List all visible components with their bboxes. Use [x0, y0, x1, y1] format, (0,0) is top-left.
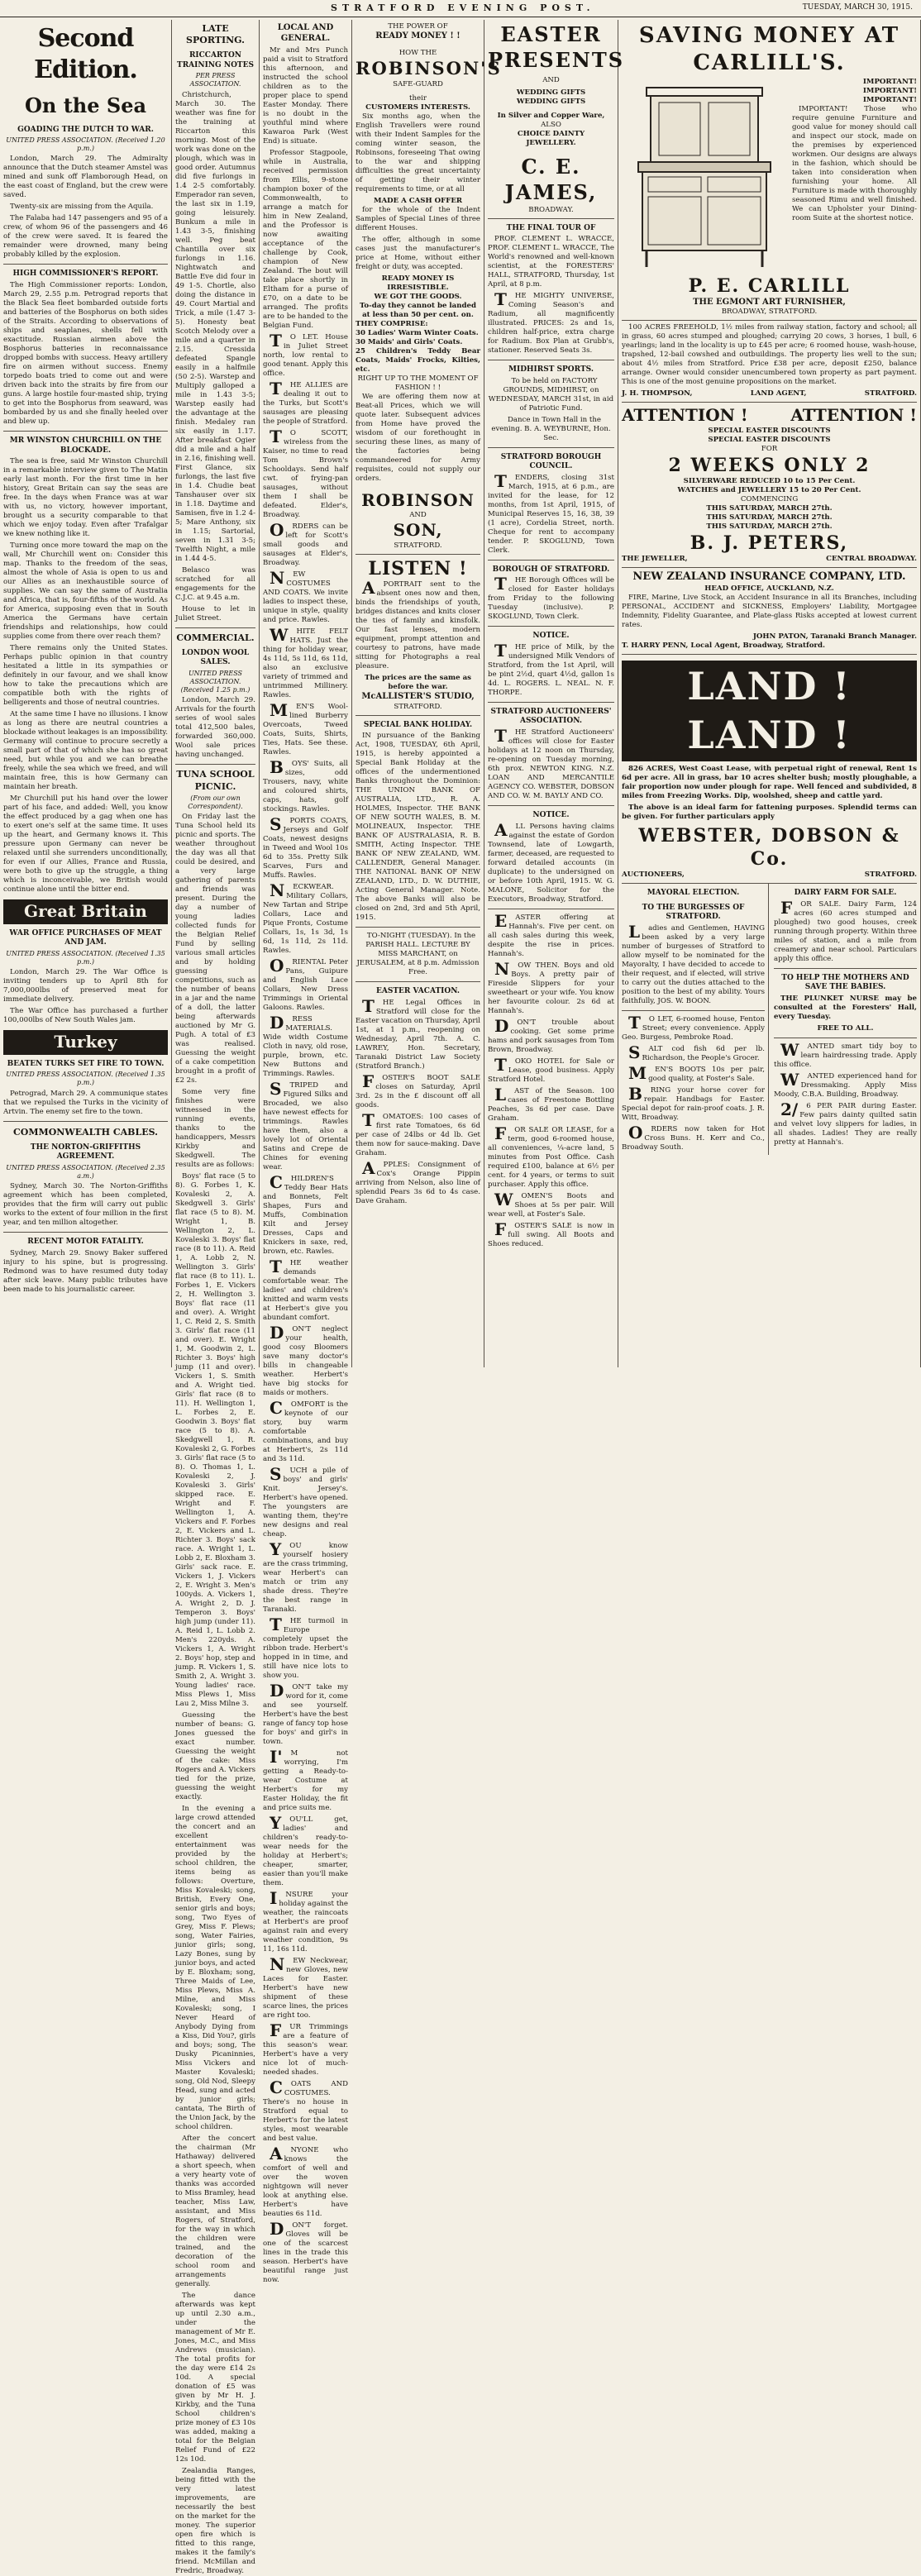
local-paragraph: YOU know yourself hosiery are the crass trimming, wear Herbert's can match or trim any shade dress. They're the best range in Taranaki.: [263, 1538, 348, 1614]
tuna-paragraph: After the concert the chairman (Mr Hathaway) delivered a short speech, when a very hearty vote of thanks was accorded to Miss Bramley, head teacher, Miss Law, assistant, and Miss Rogers, of Stratford, for the way in which the children were trained, and the decoration of the school room and arrangements generally.: [175, 2135, 255, 2289]
robinson-ready: READY MONEY IS IRRESISTIBLE.: [381, 274, 455, 292]
james-broadway: BROADWAY.: [528, 205, 574, 214]
robinson-made: MADE A CASH OFFER: [373, 196, 463, 205]
col6-right-sub: [774, 884, 917, 1155]
local-paragraph: COATS AND COSTUMES. There's no house in Stratford equal to Herbert's for the latest styles, most wearable and best value.: [263, 2077, 348, 2143]
sea-paragraph: London, March 29. The Admiralty announce that the Dutch steamer Amstel was mined and sunk off Flamborough Head, on the east coast of England, but the crew were saved.: [3, 155, 168, 200]
robinson-comprise: THEY COMPRISE:: [356, 319, 428, 328]
james-and: AND: [542, 76, 560, 85]
churchill-paragraph: Mr Churchill put his hand over the lower part of his face, and added: Well, you know the effect produced by a gag when one has to exert one's self at the same time. It uses up the heart, and Germany knows it. This pressure upon Germany can never be relaxed until she surrenders unconditionally, for even if our Allies, France and Russia, were both to give up the struggle, a thing which is inconceivable, we British would continue alone until the bitter end.: [3, 794, 168, 894]
easter-title: EASTER: [500, 22, 602, 46]
local-paragraph: Mr and Mrs Punch paid a visit to Stratford this afternoon, and instructed the school children as to the proper place to spend Easter Monday. There is no doubt in the youthful mind where Kawaroa Park (West End) is situate.: [263, 45, 348, 145]
classified-paragraph: NOW THEN. Boys and old Boys. A pretty pair of Fireside Slippers for your sweetheart or your wife. You know her favourite colour. 2s 6d at Hannah's.: [488, 958, 614, 1015]
webster-ad: [622, 655, 917, 884]
mcallister-paragraph: APORTRAIT sent to the absent ones now and then, binds the friendships of youth, bridges distances and knits closer the ties of family and kinsfolk. Our fast lenses, modern equipment, prompt attention and courtesy to patrons, have made sitting for Photographs a real pleasure.: [356, 578, 480, 671]
watches-line: WATCHES and JEWELLERY 15 to 20 Per Cent.: [677, 486, 861, 495]
insurance-ad: [622, 568, 917, 655]
classified-paragraph: TOMATOES: 100 cases of first rate Tomatoes, 6s 6d per case of 24lbs or 4d lb. Get them now for sauce-making. Dave Graham.: [356, 1109, 480, 1157]
motor-paragraph: Sydney, March 29. Snowy Baker suffered injury to his spine, but is progressing. Redmond was to have resumed duty today after sick leave. Many public tributes have been made to his journalistic career.: [3, 1248, 168, 1294]
robinsons-title: ROBINSON'S: [356, 57, 502, 79]
robinson-paragraph: Six months ago, when the English Travellers were round with their Indent Samples for the coming winter season, the Robinsons, foreseeing That owing to the war and shipping difficulties the great uncertainty of getting their winter requirements to time, or at all: [356, 112, 480, 193]
classified-paragraph: FOR SALE OR LEASE, for a term, good 6-roomed house, all conveniences, ¼-acre land, 5 minutes from Post Office. Cash required £100, balance at 6½ per cent. for 4 years, or terms to suit purchaser. Apply this office.: [488, 1123, 614, 1189]
robinson-wegot: WE GOT THE GOODS.: [374, 292, 462, 301]
issue-date: TUESDAY, MARCH 30, 1915.: [802, 3, 913, 12]
final-tour-heading: THE FINAL TOUR OF: [506, 223, 596, 232]
local-paragraph: DRESS MATERIALS. Wide width Costume Cloth in navy, old rose, purple, brown, etc. New Buttons and Trimmings. Rawles.: [263, 1012, 348, 1078]
plunket-free: FREE TO ALL.: [817, 1023, 874, 1033]
thompson-city: STRATFORD.: [864, 389, 917, 398]
local-paragraph: FUR Trimmings are a feature of this season's wear. Herbert's have a very nice lot of much-needed shades.: [263, 2020, 348, 2077]
churchill-heading: MR WINSTON CHURCHILL ON THE BLOCKADE.: [9, 436, 162, 455]
attention-title: ATTENTION !: [622, 405, 748, 426]
classified-paragraph: EASTER offering at Hannah's. Five per cent. on all cash sales during this week, despite the rise in prices. Hannah's.: [488, 910, 614, 958]
james-choice: CHOICE DAINTY: [517, 130, 585, 139]
james-silver: In Silver and Copper Ware,: [497, 112, 605, 121]
col6-left-sub: [622, 884, 769, 1155]
robinson-right: RIGHT UP TO THE MOMENT OF FASHION ! !: [357, 374, 479, 392]
classified-paragraph: WANTED experienced hand for Dressmaking. Apply Miss Moody, C.B.A. Building, Broadway.: [774, 1069, 917, 1099]
local-paragraph: TO SCOTT, wireless from the Kaiser, no time to read Tom Brown's Schooldays. Send half cwt. of frying-pan sausages, without them I shall be defeated. Elder's, Broadway.: [263, 426, 348, 519]
classified-paragraph: TO LET, 6-roomed house, Fenton Street; every convenience. Apply Geo. Burgess, Pembroke Road.: [622, 1012, 765, 1042]
turkey-subheading: BEATEN TURKS SET FIRE TO TOWN.: [7, 1059, 165, 1068]
local-paragraph: YOU'LL get, ladies' and children's ready-to-wear needs for the holiday at Herbert's; cheaper, smarter, easier than you'll make them.: [263, 1812, 348, 1887]
important-label: IMPORTANT!: [862, 95, 917, 104]
robinson-today: To-day they cannot be landed at less than 50 per cent. on.: [360, 301, 476, 319]
saving-title: SAVING MONEY AT: [638, 23, 900, 48]
robinson-safeguard: SAFE-GUARD: [393, 79, 443, 88]
lecture-paragraph: TO-NIGHT (TUESDAY). In the PARISH HALL. LECTURE BY MISS MARCHANT, on JERUSALEM, at 8 p.m. Admission Free.: [356, 932, 480, 977]
thompson-name: J. H. THOMPSON,: [622, 389, 693, 398]
column-4: [352, 20, 502, 1367]
mayor-paragraph: Ladies and Gentlemen, HAVING been asked by a very large number of burgesses of Stratford to allow myself to be nominated for the Mayoralty, I have decided to accede to their request, and if elected, will strive to carry out the duties attached to the position to the best of my ability. Yours faithfully, JOS. W. BOON.: [622, 921, 765, 1005]
final-tour-paragraph: THE MIGHTY UNIVERSE, Coming Season's and Radium, all magnificently illustrated. PRICES: 2s and 1s, children half-price, extra charge for Radium. Box Plan at Grubb's, stationer. Reserved Seats 3s.: [488, 289, 614, 355]
tuna-paragraph: The dance afterwards was kept up until 2.30 a.m., under the management of Mr E. Jones, M.C., and Miss Andrews (musician). The total profits for the day were £14 2s 10d. A special donation of £5 was given by Mr H. J. Kirkby, and the Tuna School children's prize money of £3 10s was added, making a total for the Belgian Relief Fund of £22 12s 10d.: [175, 2292, 255, 2464]
local-paragraph: MEN'S Wool-lined Burberry Overcoats, Tweed Coats, Suits, Shirts, Ties, Hats. See these. Rawles.: [263, 699, 348, 756]
robinson-paragraph: We are offering them now at Beat-all Prices, which we will quote later. Subsequent advices from Home have proved the wisdom of our forethought in securing these lines, as many of the factories being commandeered for Army requisites, could not supply our orders.: [356, 392, 480, 483]
classified-paragraph: ORDERS now taken for Hot Cross Buns. H. Kerr and Co., Broadway South.: [622, 1122, 765, 1152]
tuna-paragraph: Guessing the number of beans: G. Jones guessed the exact number. Guessing the weight of the cake: Miss Rogers and A. Vickers tied for the prize, guessing the weight exactly.: [175, 1711, 255, 1802]
james-name: C. E. JAMES,: [504, 155, 598, 205]
classified-paragraph: WOMEN'S Boots and Shoes at 5s per pair. Will wear well, at Foster's Sale.: [488, 1189, 614, 1219]
notice-heading: NOTICE.: [532, 632, 570, 641]
commonwealth-subheading: THE NORTON-GRIFFITHS AGREEMENT.: [30, 1143, 141, 1162]
robinson-stratford: STRATFORD.: [394, 541, 442, 550]
commonwealth-byline: UNITED PRESS ASSOCIATION. (Received 2.35 a.m.): [6, 1163, 165, 1181]
local-paragraph: COMFORT is the keynote of our story, buy warm comfortable combinations, and buy at Herbert's, 2s 11d and 3s 11d.: [263, 1397, 348, 1463]
motor-heading: RECENT MOTOR FATALITY.: [27, 1238, 144, 1247]
bank-holiday-heading: SPECIAL BANK HOLIDAY.: [363, 720, 473, 729]
robinson-customers: CUSTOMERS INTERESTS.: [365, 103, 470, 112]
robinson-list-item: 30 Maids' and Girls' Coats.: [356, 337, 463, 346]
sporting-byline: PER PRESS ASSOCIATION.: [189, 72, 241, 88]
important-label: IMPORTANT!: [862, 77, 917, 86]
commercial-subheading: LONDON WOOL SALES.: [181, 648, 250, 667]
sea-byline: UNITED PRESS ASSOCIATION. (Received 1.20 p.m.): [6, 136, 165, 153]
sea-heading: On the Sea: [24, 93, 147, 117]
gb-paragraph: The War Office has purchased a further 100,000lbs of New South Wales jam.: [3, 1007, 168, 1025]
peters-for: FOR: [761, 445, 778, 454]
insurance-penn: T. HARRY PENN, Local Agent, Broadway, Stratford.: [622, 642, 825, 651]
sporting-paragraph: Belasco was scratched for all engagements for the C.J.C. at 9.45 a.m.: [175, 565, 255, 602]
carlill-ad: [622, 20, 917, 321]
notice2-paragraph: ALL Persons having claims against the estate of Gordon Townsend, late of Lowgarth, farmer, deceased, are requested to forward detailed accounts (in duplicate) to the undersigned on or before 10th April, 1915. W. G. MALONE, Solicitor for the Executors, Broadway, Stratford.: [488, 819, 614, 904]
special-discounts: SPECIAL EASTER DISCOUNTS: [708, 436, 831, 445]
commonwealth-paragraph: Sydney, March 30. The Norton-Griffiths agreement which has been completed, provides that the firm will carry out public works to the extent of four million in the first year, and ten million altogether.: [3, 1182, 168, 1228]
special-discounts: SPECIAL EASTER DISCOUNTS: [708, 427, 831, 436]
local-paragraph: THE weather demands comfortable wear. The ladies' and children's knitted and warm vests at Herbert's give you abundant comfort.: [263, 1256, 348, 1322]
commonwealth-heading: COMMONWEALTH CABLES.: [13, 1126, 158, 1138]
local-paragraph: TO LET. House in Juliet Street north, low rental to good tenant. Apply this office.: [263, 330, 348, 378]
local-paragraph: NEW Neckwear, new Gloves, new Laces for Easter. Herbert's have new shipment of these scarce lines, the prices are right too.: [263, 1953, 348, 2020]
local-paragraph: ANYONE who knows the comfort of well and over the woven nightgown will never look at anything else. Herbert's have beauties 6s 11d.: [263, 2143, 348, 2218]
tuna-heading: TUNA SCHOOL PICNIC.: [176, 769, 255, 792]
local-paragraph: NEW COSTUMES AND COATS. We invite ladies to inspect these, unique in style, quality and price. Rawles.: [263, 567, 348, 624]
local-paragraph: THE ALLIES are dealing it out to the Turks, but Scott's sausages are pleasing the people of Stratford.: [263, 378, 348, 426]
hc-heading: HIGH COMMISSIONER'S REPORT.: [12, 270, 159, 279]
column-1: [0, 20, 172, 1367]
gb-subheading: WAR OFFICE PURCHASES OF MEAT AND JAM.: [9, 928, 162, 947]
final-tour-paragraph: PROF. CLEMENT L. WRACCE, PROF. CLEMENT L. WRACCE, The World's renowned and well-known scientist, at the FORESTERS' HALL, STRATFORD, Thursday, 1st April, at 8 p.m.: [488, 235, 614, 289]
robinson-paragraph: for the whole of the Indent Samples of Special Lines of three different Houses.: [356, 205, 480, 232]
land-title: LAND ! LAND !: [622, 661, 917, 761]
important-label: IMPORTANT!: [862, 86, 917, 95]
sideboard-illustration: [622, 81, 787, 271]
robinson-son: SON,: [393, 520, 443, 541]
robinson-ad: [356, 20, 502, 555]
council-heading: STRATFORD BOROUGH COUNCIL.: [500, 452, 602, 471]
local-paragraph: NECKWEAR. Military Collars, New Tartan and Stripe Collars, Lace and Pique Fronts, Costume Collars, 1s, 1s 3d, 1s 6d, 1s 11d, 2s 11d. Rawles.: [263, 880, 348, 955]
presents-title: PRESENTS: [488, 47, 625, 72]
bank-holiday-paragraph: IN pursuance of the Banking Act, 1908, TUESDAY, 6th April, 1915, is hereby appointed a Special Bank Holiday at the offices of the undermentioned Banks throughout the Dominion: THE UNION BANK OF AUSTRALIA, LTD., R. A. HOLMES, Inspector. THE BANK OF NEW SOUTH WALES, B. M. MOLINEAUX, Inspector. THE BANK OF AUSTRALASIA, R. B. SMITH, Acting Inspector. THE BANK OF NEW ZEALAND, WM. CALLENDER, General Manager. THE NATIONAL BANK OF NEW ZEALAND, LTD., D. W. DUTHIE, Acting General Manager. Note. The above Banks will also be closed on 2nd, 3rd and 5th April, 1915.: [356, 732, 480, 923]
local-paragraph: I'M not worrying, I'm getting a Ready-to-wear Costume at Herbert's for my Easter Holiday, the fit and price suits me.: [263, 1746, 348, 1812]
local-paragraph: Professor Stagpoole, while in Australia, received permission from Ellis, 9-stone champion boxer of the Commonwealth, to arrange a match for him in New Zealand, and the Professor is now awaiting acceptance of the challenge by Cook, champion of New Zealand. The bout will take place shortly in Eltham for a purse of £70, on a date to be arranged. The profits are to be handed to the Belgian Fund.: [263, 148, 348, 330]
council-paragraph: TENDERS, closing 31st March, 1915, at 6 p.m., are invited for the lease, for 12 months, from 1st April, 1915, of Municipal Reserves 15, 16, 38, 39 (1 acre), Cordelia Street, north. Cheque for rent to accompany tender. P. SKOGLUND, Town Clerk.: [488, 470, 614, 555]
insurance-title: NEW ZEALAND INSURANCE COMPANY, LTD.: [632, 570, 906, 584]
silverware-line: SILVERWARE REDUCED 10 to 15 Per Cent.: [683, 477, 856, 486]
mcallister-city: STRATFORD.: [394, 702, 442, 711]
churchill-paragraph: There remains only the United States. Perhaps public opinion in that country hesitated a little in its sympathies or definitely in our favour, and we shall know how to take the precautions which are compatible both with the rights of belligerents and those of neutral countries.: [3, 644, 168, 708]
local-paragraph: DON'T neglect your health, good cosy Bloomers save many doctor's bills in changeable weather. Herbert's have big stocks for maids or mothers.: [263, 1322, 348, 1397]
auctioneers-heading: STRATFORD AUCTIONEERS' ASSOCIATION.: [490, 707, 612, 726]
carlill-address: BROADWAY, STRATFORD.: [721, 308, 818, 317]
tuna-paragraph: Zealandia Ranges, being fitted with the very latest improvements, are necessarily the best on the market for the money. The superior open fire which is fitted to this range, makes it the family's friend. McMillan and Fredric, Broadway.: [175, 2467, 255, 2576]
saturday-line: THIS SATURDAY, MARCH 27th.: [706, 513, 833, 522]
tuna-paragraph: In the evening a large crowd attended the concert and an excellent entertainment was provided by the school children, the items being as follows: Overture, Miss Kovaleski; song, British, Every One, senior girls and boys; song, Two Eyes of Grey, Miss F. Plews; song, Water Fairies, junior girls; song, Lazy Bones, sung by junior boys, and acted by E. Bloxham; song, Three Maids of Lee, Miss Plews, Miss A. Milne, and Miss Kovaleski; song, I Never Heard of Anybody Dying from a Kiss, Did You?, girls and boys; song, The Dusky Picaninnies, Miss Vickers and Master Kovaleski; song, Old Nod, Sleepy Head, sung and acted by junior girls; cantata, The Birth of the Union Jack, by the school children.: [175, 1805, 255, 2132]
saturday-line: THIS SATURDAY, MARCH 27th.: [706, 504, 833, 513]
peters-ad: [622, 403, 917, 568]
sea-paragraph: The Falaba had 147 passengers and 95 of a crew, of whom 96 of the passengers and 46 of the crew were saved. It is feared the remainder were drowned, many being probably killed by the explosion.: [3, 214, 168, 260]
local-heading: LOCAL AND GENERAL.: [277, 23, 334, 43]
sea-subheading: GOADING THE DUTCH TO WAR.: [17, 125, 154, 134]
churchill-paragraph: The sea is free, said Mr Winston Churchill in a remarkable interview given to The Matin early last month. For the first time in her history, Great Britain can say the seas are free. In the days when France was at war with us, no victory, however important, brought us a security comparable to that which we enjoy today. Even after Trafalgar we knew nothing like it.: [3, 457, 168, 539]
great-britain-heading: Great Britain: [3, 899, 168, 924]
classified-paragraph: LAST of the Season. 100 cases of Freestone Bottling Peaches, 3s 6d per case. Dave Graham.: [488, 1084, 614, 1123]
land-paragraph: 826 ACRES, West Coast Lease, with perpetual right of renewal, Rent 1s 6d per acre. All in grass, bar 10 acres shelter bush; mostly ploughable, a fair proportion now under plough for rape. Well fenced and subdivided, 8 miles from Freezing Works. Dip, woolshed, sheep and cattle yard.: [622, 764, 917, 800]
robinson-name: ROBINSON: [361, 489, 475, 510]
plunket-paragraph: THE PLUNKET NURSE may be consulted at the Foresters' Hall, every Tuesday.: [774, 994, 917, 1021]
sea-paragraph: Twenty-six are missing from the Aquila.: [10, 203, 154, 212]
carlills-title: CARLILL'S.: [693, 50, 846, 76]
classified-paragraph: MEN'S BOOTS 10s per pair, good quality, at Foster's Sale.: [628, 1062, 765, 1083]
insurance-paton: JOHN PATON, Taranaki Branch Manager.: [752, 632, 917, 642]
sporting-paragraph: Christchurch, March 30. The weather was fine for the training at Riccarton this morning. Most of the work was done on the plough, which was in good order. Autumnus did five furlongs in 1.4 2-5 comfortably. Emperador ran seven, the last six in 1.19, going leisurely. Bunkum a mile in 1.43 3-5, finishing well. Peg beat Chantilla over six furlongs in 1.16. Nightwatch and Battle Eve did four in 49 1-5. Chortle, also doing the distance in 49. Court Martial and Trick, a mile (1.47 3-5). Honesty beat Scotch Melody over a mile and a quarter in 2.15. Cressida defeated Spangle easily in a halfmile (50 2-5). Warstep and Multiply galloped a mile in 1.43 3-5; Warstep easily had the advantage at the finish. Medaley ran six easily in 1.17. After breakfast Ogier did a mile and a half in 2.16, finishing well. First Glance, six furlongs, the last five in 1.4. Chudie beat Tanshauser over six in 1.18. Daytime and Samisen, five in 1.2 4-5; Mare Anthony, six in 1.15; Sartorial, seven in 1.31 3-5; Twelfth Night, a mile in 1.44 4-5.: [175, 90, 255, 563]
tuna-byline: (From our own Correspondent).: [188, 794, 243, 810]
tuna-paragraph: Boys' flat race (5 to 8). G. Forbes 1, K. Kovaleski 2, A. Skedgwell 3. Girls' flat race (5 to 8). M. Wright 1, B. Wellington 2, L. Kovaleski 3. Boys' flat race (8 to 11). A. Reid 1, A. Lobb 2, N. Wellington 3. Girls' flat race (8 to 11). L. Forbes 1, E. Vickers 2, H. Wellington 3. Boys' flat race (11 and over). A. Wright 1, C. Reid 2, S. Smith 3. Girls' flat race (11 and over). E. Wright 1, M. Goodwin 2, L. Richter 3. Boys' high jump (11 and over). Vickers 1, S. Smith and A. Wright tied. Girls' flat race (8 to 11). H. Wellington 1, L. Forbes 2, E. Goodwin 3. Boys' flat race (5 to 8). A. Skedgwell 1, R. Kovaleski 2, G. Forbes 3. Girls' flat race (5 to 8). O. Thomas 1, L. Kovaleski 2, J. Kovaleski 3. Girls' skipped race. E. Wright and F. Wellington 1, A. Vickers and F. Forbes 2, E. Vickers and L. Richter 3. Boys' sack race. A. Wright 1, L. Lobb 2, E. Bloxham 3. Girls' sack race. E. Vickers 1, J. Vickers 2, E. Wright 3. Men's 100yds. A. Vickers 1, A. Wright 2, D. J. Temperon 3. Boys' high jump (under 11). A. Reid 1, L. Lobb 2. Men's 220yds. A. Vickers 1, A. Wright 2. Boys' hop, step and jump. R. Vickers 1, S. Smith 2, A. Wright 3. Young ladies' race. Miss Plews 1, Miss Lau 2, Miss Milne 3.: [175, 1172, 255, 1709]
easter-vacation-paragraph: THE Legal Offices in Stratford will close for the Easter vacation on Thursday, April 1st, at 1 p.m., reopening on Wednesday, April 7th. A. C. LAWREY, Hon. Secretary, Taranaki District Law Society (Stratford Branch.): [356, 995, 480, 1071]
column-2: [172, 20, 260, 2576]
borough-heading: BOROUGH OF STRATFORD.: [492, 565, 610, 574]
sporting-heading: LATE SPORTING.: [186, 23, 245, 46]
turkey-paragraph: Petrograd, March 29. A communique states that we repulsed the Turks in the vicinity of Artvin. The enemy set fire to the town.: [3, 1089, 168, 1116]
mayor-to: TO THE BURGESSES OF STRATFORD.: [642, 903, 745, 922]
peters-jeweller: THE JEWELLER,: [622, 555, 688, 564]
robinson-how: HOW THE: [398, 48, 437, 57]
farm-paragraph: 100 ACRES FREEHOLD, 1½ miles from railway station, factory and school; all in grass, 60 acres stumped and ploughed; carrying 20 cows, 3 horses, 1 bull, 6 yearlings; land in the locality is up to £45 per acre; 6 roomed house, wash-house, trapshed, 12-bail cowshed and outbuildings. The property lies well to the sun; about 4½ miles from Stratford. Price £38 per acre, deposit £250, balance arrange. Owner would consider unencumbered town property as part payment. This is one of the most genuine propositions on the market.: [622, 323, 917, 387]
classified-paragraph: BRING your horse cover for repair. Handbags for Easter. Special depot for rain-proof coats. J. R. Witt, Broadway.: [622, 1083, 765, 1122]
sporting-paragraph: House to let in Juliet Street.: [175, 604, 255, 623]
wedding-gifts: WEDDING GIFTS: [516, 98, 586, 107]
classified-paragraph: WANTED smart tidy boy to learn hairdressing trade. Apply this office.: [774, 1039, 917, 1069]
commercial-byline: UNITED PRESS ASSOCIATION. (Received 1.25 p.m.): [180, 669, 251, 694]
webster-city: STRATFORD.: [864, 871, 917, 880]
mcallister-prices: The prices are the same as before the war.: [364, 674, 472, 692]
thompson-ad: [622, 321, 917, 403]
attention-title: ATTENTION !: [790, 405, 917, 426]
midhirst-paragraph: To be held on FACTORY GROUNDS, MIDHIRST, on WEDNESDAY, MARCH 31st, in aid of Patriotic Fund.: [488, 376, 614, 413]
webster-name: WEBSTER, DOBSON & Co.: [638, 824, 900, 870]
carlill-egmont: THE EGMONT ART FURNISHER,: [693, 297, 846, 307]
land-paragraph: The above is an ideal farm for fattening purposes. Splendid terms can be given. For further particulars apply: [622, 803, 917, 821]
borough-paragraph: THE Borough Offices will be closed for Easter holidays from Friday to the following Tuesday (inclusive). P. SKOGLUND, Town Clerk.: [488, 574, 614, 622]
classified-paragraph: FOSTER'S SALE is now in full swing. All Boots and Shoes reduced.: [488, 1219, 614, 1248]
local-paragraph: INSURE your holiday against the weather, the raincoats at Herbert's are proof against rain and every weather condition, 9s 11, 16s 11d.: [263, 1887, 348, 1953]
carlill-paragraph: IMPORTANT! Those who require genuine Furniture and good value for money should call and inspect our stock, made on the premises by experienced workmen. Our designs are always in the fashion, which should be taken into consideration when furnishing your home. All Furniture is made with thoroughly seasoned Rimu and well finished. We can Upholster your Dining-room Suite at the shortest notice.: [792, 104, 917, 222]
mcallister-ad: [356, 555, 480, 716]
turkey-byline: UNITED PRESS ASSOCIATION. (Received 1.35 p.m.): [6, 1071, 165, 1087]
mcallister-name: McALLISTER'S STUDIO,: [361, 692, 475, 702]
tuna-paragraph: On Friday last the Tuna School held its picnic and sports. The weather throughout the day was all that could be desired, and a very large gathering of parents and friends was present. During the day a number of young ladies collected funds for the Belgian Relief Fund by selling various small articles and by holding guessing competitions, such as the number of beans in a jar and the name of a doll, the latter being afterwards auctioned by Mr G. Pugh. A total of £3 was realised. Guessing the weight of a cake competition brought in a profit of £2 2s.: [175, 813, 255, 1085]
local-paragraph: SPORTS COATS, Jerseys and Golf Coats, newest designs in Tweed and Wool 10s 6d to 35s. Pretty Silk Scarves, Furs and Muffs. Rawles.: [263, 813, 348, 880]
robinson-list-item: 30 Ladies' Warm Winter Coats.: [356, 328, 479, 337]
local-paragraph: BOYS' Suits, all sizes, odd Trousers, navy, white and coloured shirts, caps, hats, golf stockings. Rawles.: [263, 756, 348, 813]
carlill-name: P. E. CARLILL: [688, 274, 851, 297]
peters-commencing: COMMENCING: [740, 495, 799, 504]
column-3: [260, 20, 352, 2284]
local-paragraph: ORDERS can be left for Scott's small goods and sausages at Elder's, Broadway.: [263, 519, 348, 567]
dairy-heading: DAIRY FARM FOR SALE.: [794, 889, 897, 898]
plunket-heading: TO HELP THE MOTHERS AND SAVE THE BABIES.: [781, 973, 909, 992]
easter-vacation-heading: EASTER VACATION.: [376, 987, 460, 996]
newspaper-title: STRATFORD EVENING POST.: [331, 2, 595, 13]
hc-paragraph: The High Commissioner reports: London, March 29, 2.55 p.m. Petrograd reports that the Black Sea fleet bombarded outside forts and batteries of the Bosphorus on both sides of the Straits. According to observations of ships and seaplanes, shells fell with exactitude. Russian airmen above the Bosphorus batteries in reconnaissance dropped bombs with success. Heavy artillery fire on airmen without success. Enemy torpedo boats tried to come out and were driven back into the straits by fire from our guns. A large hostile four-masted ship, trying to get into the Bosphorus from seaward, was bombarded by us and she finally heeled over and blew up.: [3, 281, 168, 426]
classified-paragraph: APPLES: Consignment of Cox's Orange Pippin arriving from Nelson, also line of splendid Pears 3s 6d to 4s case. Dave Graham.: [356, 1157, 480, 1205]
notice-paragraph: THE price of Milk, by the undersigned Milk Vendors of Stratford, from the 1st April, will be pint 2½d, quart 4½d, gallon 1s 4d. L. ROGERS. L. NEAL. N. F. THORPE.: [488, 640, 614, 697]
insurance-paragraph: FIRE, Marine, Live Stock, an Accident Insurance in all its Branches, including PERSONAL, ACCIDENT and SICKNESS, Employers' Liability, Mortgagee Indemnity, Fidelity Guarantee, and Plate-glass Risks accepted at lowest current rates.: [622, 594, 917, 630]
local-paragraph: THE turmoil in Europe completely upset the ribbon trade. Herbert's hopped in in time, and still have nice lots to show you.: [263, 1614, 348, 1680]
column-5: [484, 20, 625, 1367]
classified-paragraph: DON'T trouble about cooking. Get some prime hams and pork sausages from Tom Brown, Broadway.: [488, 1015, 614, 1054]
auctioneers-paragraph: THE Stratford Auctioneers' offices will close for Easter holidays at 12 noon on Thursday, re-opening on Tuesday morning, 6th prox. NEWTON KING. N.Z. LOAN AND MERCANTILE AGENCY CO. WEBSTER, DOBSON AND CO. W. M. BAYLY AND CO.: [488, 726, 614, 800]
listen-title: LISTEN !: [368, 557, 468, 580]
gb-paragraph: London, March 29. The War Office is inviting tenders up to April 8th for 7,000,000lbs of preserved meat for immediate delivery.: [3, 968, 168, 1004]
local-paragraph: DON'T forget. Gloves will be one of the scarcest lines in the trade this season. Herbert's have beautiful range just now.: [263, 2218, 348, 2284]
robinson-top1: THE POWER OF: [388, 22, 448, 31]
robinson-and: AND: [409, 511, 427, 520]
robinson-their: their: [409, 93, 427, 103]
mayor-heading: MAYORAL ELECTION.: [647, 889, 740, 898]
tuna-paragraph: Some very fine finishes were witnessed in the running events, thanks to the handicappers, Messrs Kirkby and Skedgwell. The results are as follows:: [175, 1088, 255, 1170]
webster-auctioneers: AUCTIONEERS,: [622, 871, 685, 880]
classified-paragraph: SALT cod fish 6d per lb. Richardson, the People's Grocer.: [628, 1042, 765, 1062]
peters-central: CENTRAL BROADWAY.: [826, 555, 917, 564]
local-paragraph: ORIENTAL Peter Pans, Guipure and English Lace Collars, New Dress Trimmings in Oriental Galoons. Rawles.: [263, 955, 348, 1012]
local-paragraph: WHITE FELT HATS. Just the thing for holiday wear, 4s 11d, 5s 11d, 6s 11d, also an exclusive variety of trimmed and untrimmed Millinery. Rawles.: [263, 624, 348, 699]
edition-title: Second Edition.: [34, 24, 137, 85]
masthead: [0, 0, 921, 17]
turkey-heading: Turkey: [3, 1030, 168, 1055]
weeks-title: 2 WEEKS ONLY 2: [668, 455, 871, 477]
commercial-paragraph: London, March 29. Arrivals for the fourth series of wool sales total 412,500 bales, forwarded 360,000. Wool sale prices having unchanged.: [175, 696, 255, 760]
james-jewellery: JEWELLERY.: [526, 139, 576, 148]
midhirst-heading: MIDHIRST SPORTS.: [508, 365, 594, 374]
local-paragraph: DON'T take my word for it, come and see yourself. Herbert's have the best range of fancy top hose for boys' and girl's in town.: [263, 1680, 348, 1746]
classified-paragraph: 2/6 PER PAIR during Easter. Few pairs dainty quilted satin and velvet lovy slippers for ladies, in all shades. Ladies! They are really pretty at Hannah's.: [774, 1099, 917, 1147]
james-ad: [488, 20, 625, 219]
local-paragraph: SUCH a pile of boys' and girls' Knit. Jersey's. Herbert's have opened. The youngsters are wanting them, they're new designs and real cheap.: [263, 1463, 348, 1538]
classified-paragraph: FOSTER'S BOOT SALE closes on Saturday, April 3rd. 2s in the £ discount off all goods.: [356, 1071, 480, 1109]
thompson-agent: LAND AGENT,: [750, 389, 807, 398]
robinson-top2: READY MONEY ! !: [375, 31, 460, 41]
churchill-paragraph: Turning once more toward the map on the wall, Mr Churchill went on: Consider this map. Thanks to the freedom of the seas, almost the whole of Asia is open to us and our Allies as an inexhaustible source of supplies. We can say the same of Australia and Africa, that is, four-fifths of the world. As for America, supposing even that in South America the Germans have certain friendships and relationships, how could supplies come from there over reach them?: [3, 541, 168, 642]
robinson-paragraph: The offer, although in some cases just the manufacturer's price at Home, without either freight or duty, was accepted.: [356, 235, 480, 271]
peters-name: B. J. PETERS,: [690, 532, 849, 555]
insurance-head-office: HEAD OFFICE, AUCKLAND, N.Z.: [704, 584, 834, 594]
wedding-gifts: WEDDING GIFTS: [516, 88, 586, 98]
classified-paragraph: TOKO HOTEL for Sale or Lease, good business. Apply Stratford Hotel.: [488, 1054, 614, 1084]
commercial-heading: COMMERCIAL.: [176, 632, 255, 643]
midhirst-paragraph: Dance in Town Hall in the evening. B. A. WEYBURNE, Hon. Sec.: [491, 415, 611, 442]
gb-byline: UNITED PRESS ASSOCIATION. (Received 1.35 p.m.): [6, 949, 165, 966]
james-also: ALSO: [541, 121, 561, 130]
churchill-paragraph: At the same time I have no illusions. I know as long as there are neutral countries a blockade without leakages is an impossibility. Germany will continue to procure secretly a small part of that of which she has so great need, but while you and we can breathe freely, while the sea which we freed, and will maintain free, this is how Germany can maintain her breath.: [3, 710, 168, 792]
notice2-heading: NOTICE.: [532, 811, 570, 819]
dairy-paragraph: FOR SALE. Dairy Farm, 124 acres (60 acres stumped and ploughed) two good houses, creek running through property. Within three miles of station, and a mile from creamery and near school. Particulars apply this office.: [774, 897, 917, 963]
sporting-subheading: RICCARTON TRAINING NOTES: [177, 51, 254, 69]
local-paragraph: CHILDREN'S Teddy Bear Hats and Bonnets, Felt Shapes, Furs and Muffs, Combination Kilt and Jersey Dresses, Caps and Knickers in saxe, red, brown, etc. Rawles.: [263, 1171, 348, 1256]
column-6: [618, 20, 921, 1367]
saturday-line: THIS SATURDAY, MARCH 27th.: [706, 522, 833, 532]
local-paragraph: STRIPED and Figured Silks and Brocaded, we also have newest effects for trimmings. Rawles have them, also a lovely lot of Oriental Satins and Crepe de Chines for evening wear.: [263, 1078, 348, 1171]
robinson-list-item: 25 Children's Teddy Bear Coats, Maids' Frocks, Kilties, etc.: [356, 346, 480, 374]
